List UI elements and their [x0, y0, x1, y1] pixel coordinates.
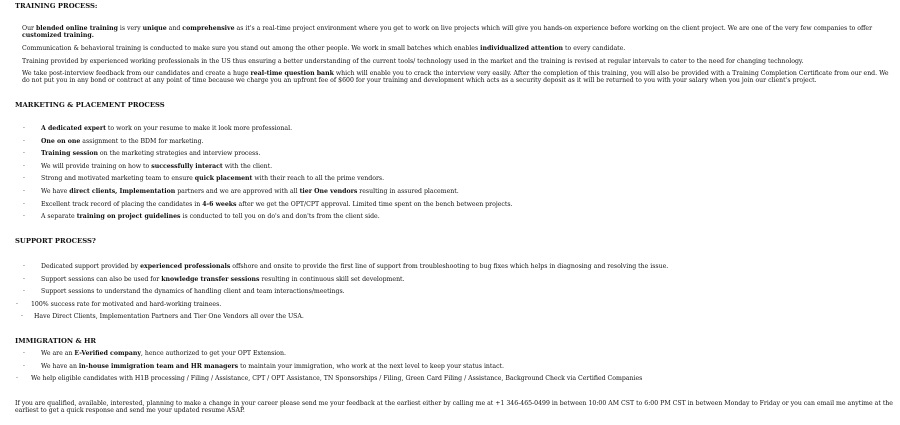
bold-text: A dedicated expert	[41, 125, 106, 132]
text: to maintain your immigration, who work at the next level to keep your status intact.	[238, 362, 505, 370]
bold-text: 4-6 weeks	[202, 200, 237, 208]
bullet-icon: ·	[23, 162, 25, 170]
bold-text: E-Verified company	[74, 350, 141, 357]
bullet-icon: ·	[23, 137, 25, 145]
bold-text: individualized attention	[480, 45, 564, 52]
bold-text: customized training.	[22, 32, 94, 40]
text: , hence authorized to get your OPT Extension.	[140, 350, 286, 357]
bullet-icon: ·	[16, 300, 18, 308]
bullet-icon: ·	[23, 150, 25, 158]
list-item-text	[41, 213, 380, 220]
text: Excellent track record of placing the candidates in	[41, 200, 203, 208]
bold-text: experienced professionals	[140, 263, 231, 270]
bullet-icon: ·	[23, 263, 25, 270]
text: resulting in continuous skill set development.	[259, 275, 405, 283]
bold-text: unique	[142, 25, 167, 32]
text: Training provided by experienced working professionals in the US thus ensuring a better understanding of the current tools/ technology used in the market and the training is revised at regular intervals to cater to the need for changing technology.	[22, 58, 804, 65]
bold-text: comprehensive	[182, 25, 235, 32]
training-paragraph-2	[22, 45, 890, 52]
text: 100% success rate for motivated and hard-working trainees.	[31, 300, 222, 308]
text: A separate	[41, 213, 77, 221]
list-item-text	[41, 350, 286, 357]
text: Dedicated support provided by	[41, 263, 141, 270]
list-item-text	[41, 138, 204, 145]
text: after we get the OPT/CPT approval. Limited time spent on the bench between projects.	[236, 200, 513, 208]
text: Strong and motivated marketing team to ensure	[41, 175, 195, 183]
training-heading: TRAINING PROCESS:	[15, 2, 98, 10]
list-item-text	[41, 276, 405, 283]
bullet-icon: ·	[23, 175, 25, 183]
text: with their reach to all the prime vendors.	[252, 175, 385, 183]
text: We have an	[41, 362, 79, 370]
text: and	[166, 25, 183, 32]
text: Our	[22, 25, 36, 32]
list-item-text	[41, 188, 459, 195]
bullet-icon: ·	[23, 362, 25, 370]
training-paragraph-3	[22, 58, 890, 65]
text: We have	[41, 188, 70, 195]
text: Support sessions can also be used for	[41, 275, 162, 283]
bold-text: Training session	[41, 150, 98, 158]
training-paragraph-4	[22, 70, 890, 85]
footer-contact-text: If you are qualified, available, interested, planning to make a change in your career please send me your feedback at the earliest either by calling me at +1 346-465-0499 in between 10:00 AM CST to 6:00 PM CST in between Monday to Friday or you can email me anytime at the earliest to get a quick response and send me your updated resume ASAP.	[15, 400, 893, 415]
list-item-text	[41, 201, 513, 208]
bullet-icon: ·	[23, 125, 25, 132]
text: is very	[117, 25, 143, 32]
bold-text: direct clients, Implementation	[69, 188, 176, 195]
marketing-heading: MARKETING & PLACEMENT PROCESS	[15, 101, 165, 109]
list-item-text	[31, 375, 642, 382]
bullet-icon: ·	[16, 375, 18, 382]
text: We are an	[41, 350, 75, 357]
text: Support sessions to understand the dynamics of handling client and team interactions/meetings.	[41, 288, 345, 295]
text: We take post-interview feedback from our candidates and create a huge	[22, 70, 251, 77]
training-paragraph-1	[22, 25, 890, 40]
text: with the client.	[222, 162, 273, 170]
text: to work on your resume to make it look more professional.	[105, 125, 293, 132]
bold-text: knowledge transfer sessions	[161, 275, 260, 283]
text: resulting in assured placement.	[357, 188, 459, 195]
bullet-icon: ·	[23, 188, 25, 195]
bullet-icon: ·	[23, 350, 25, 357]
bullet-icon: ·	[23, 288, 25, 295]
bold-text: successfully interact	[151, 162, 223, 170]
bold-text: quick placement	[194, 175, 253, 183]
list-item-text	[41, 163, 272, 170]
bullet-icon: ·	[23, 200, 25, 208]
text: assignment to the BDM for marketing.	[80, 137, 204, 145]
text: partners and we are approved with all	[175, 188, 300, 195]
text: We help eligible candidates with H1B processing / Filing / Assistance, CPT / OPT Assistance, TN Sponsorships / Filing, Green Card Filing / Assistance, Background Check via Certified Companies	[31, 375, 643, 382]
immigration-heading: IMMIGRATION & HR	[15, 337, 97, 345]
support-heading: SUPPORT PROCESS?	[15, 237, 96, 245]
list-item-text	[41, 288, 345, 295]
text: which will enable you to crack the interview very easily. After the completion of this training, you will also be provided with a Training Completion Certificate from our end. We do not put you in any bond or contract at any point of time because we charge you an upfront fee of $600 for your training and development which acts as a security deposit as it will be returned to you with your salary when you join our client's project.	[22, 70, 889, 85]
text: offshore and onsite to provide the first line of support from troubleshooting to bug fixes which helps in diagnosing and resolving the issue.	[230, 263, 669, 270]
text: as it's a real-time project environment where you get to work on live projects which will give you hands-on experience before working on the client project. We are one of the very few companies to offer	[234, 25, 873, 32]
list-item-text	[41, 125, 292, 132]
list-item-text	[41, 175, 384, 182]
bold-text: in-house immigration team and HR managers	[78, 362, 239, 370]
text: Have Direct Clients, Implementation Partners and Tier One Vendors all over the USA.	[34, 313, 304, 320]
text: We will provide training on how to	[41, 162, 152, 170]
list-item-text	[41, 363, 504, 370]
text: Communication & behavioral training is conducted to make sure you stand out among the other people. We work in small batches which enables	[22, 45, 481, 52]
bold-text: real-time question bank	[250, 70, 334, 77]
bold-text: blended online training	[35, 25, 118, 32]
text: to every candidate.	[563, 45, 626, 52]
bold-text: training on project guidelines	[76, 213, 181, 221]
text: is conducted to tell you on do's and don'ts from the client side.	[180, 213, 380, 221]
list-item-text	[31, 301, 221, 308]
list-item-text	[41, 150, 260, 157]
bold-text: tier One vendors	[299, 188, 358, 195]
bullet-icon: ·	[23, 213, 25, 221]
text: on the marketing strategies and interview process.	[97, 150, 261, 158]
bullet-icon: ·	[23, 275, 25, 283]
bold-text: One on one	[41, 137, 81, 145]
list-item-text	[41, 263, 668, 270]
list-item-text	[34, 313, 304, 320]
bullet-icon: ·	[21, 313, 23, 320]
